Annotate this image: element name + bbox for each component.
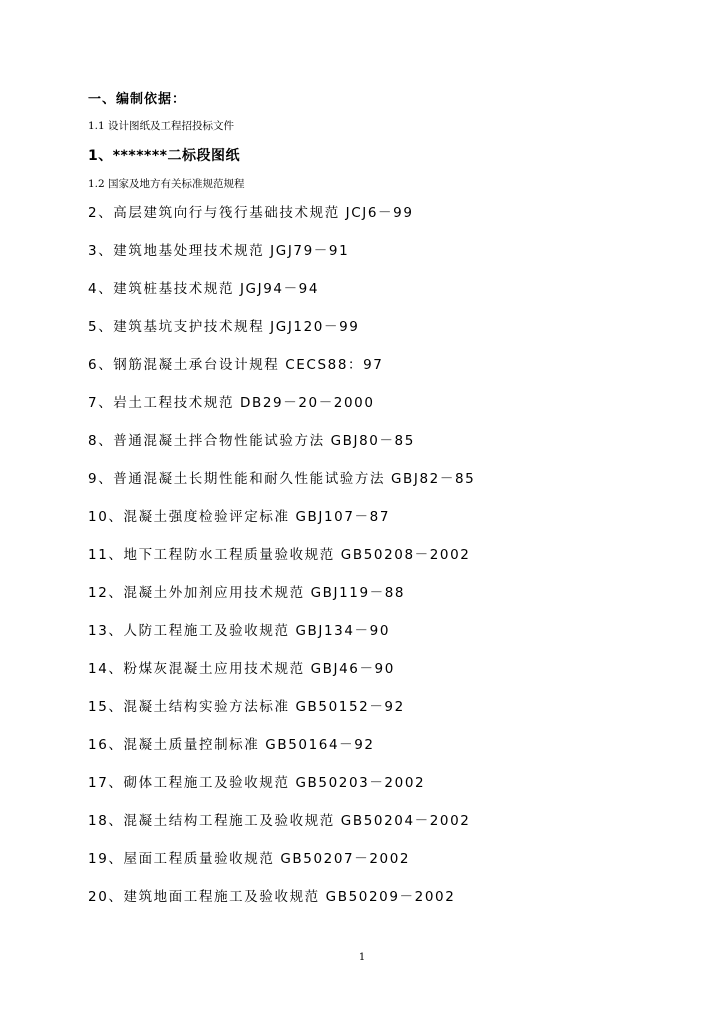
list-item: 4、建筑桩基技术规范 JGJ94－94 [88,281,320,297]
subsection-national-standards: 1.2 国家及地方有关标准规范规程 [88,178,245,190]
list-item: 8、普通混凝土拌合物性能试验方法 GBJ80－85 [88,433,415,449]
list-item: 10、混凝土强度检验评定标准 GBJ107－87 [88,509,391,525]
list-item: 16、混凝土质量控制标准 GB50164－92 [88,737,375,753]
list-item: 12、混凝土外加剂应用技术规范 GBJ119－88 [88,585,406,601]
subsection-design-drawings: 1.1 设计图纸及工程招投标文件 [88,120,235,132]
list-item: 2、高层建筑向行与筏行基础技术规范 JCJ6－99 [88,205,414,221]
list-item: 6、钢筋混凝土承台设计规程 CECS88：97 [88,357,384,373]
list-item: 18、混凝土结构工程施工及验收规范 GB50204－2002 [88,813,471,829]
section-title: 一、编制依据： [88,92,187,107]
list-item: 13、人防工程施工及验收规范 GBJ134－90 [88,623,391,639]
list-item: 17、砌体工程施工及验收规范 GB50203－2002 [88,775,426,791]
page-number: 1 [358,952,366,963]
list-item: 14、粉煤灰混凝土应用技术规范 GBJ46－90 [88,661,395,677]
list-item: 19、屋面工程质量验收规范 GB50207－2002 [88,851,411,867]
list-item: 3、建筑地基处理技术规范 JGJ79－91 [88,243,350,259]
item-1-heading: 1、*******二标段图纸 [88,148,240,164]
list-item: 7、岩土工程技术规范 DB29－20－2000 [88,395,375,411]
list-item: 11、地下工程防水工程质量验收规范 GB50208－2002 [88,547,471,563]
list-item: 5、建筑基坑支护技术规程 JGJ120－99 [88,319,360,335]
list-item: 9、普通混凝土长期性能和耐久性能试验方法 GBJ82－85 [88,471,476,487]
list-item: 20、建筑地面工程施工及验收规范 GB50209－2002 [88,889,456,905]
list-item: 15、混凝土结构实验方法标准 GB50152－92 [88,699,405,715]
